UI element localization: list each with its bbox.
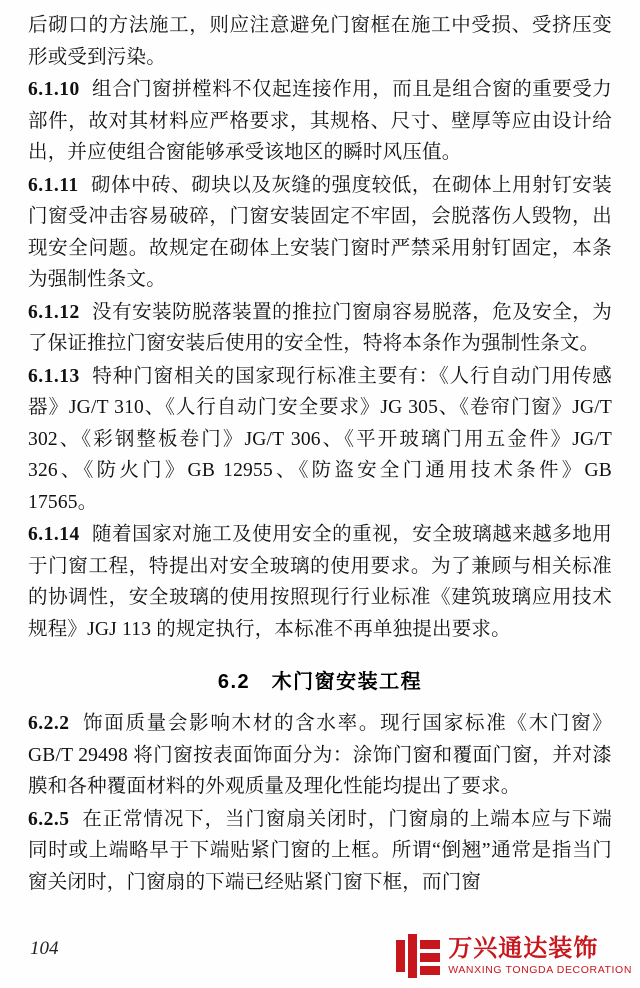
paragraph-text: 随着国家对施工及使用安全的重视，安全玻璃越来越多地用于门窗工程，特提出对安全玻璃的使用要求。为了兼顾与相关标准的协调性，安全玻璃的使用按照现行行业标准《建筑玻璃应用技术规程》JGJ 113 的规定执行，本标准不再单独提出要求。 [28,524,612,640]
paragraph-text: 没有安装防脱落装置的推拉门窗扇容易脱落，危及安全，为了保证推拉门窗安装后使用的安全性，特将本条作为强制性条文。 [28,301,612,354]
paragraph-text: 在正常情况下，当门窗扇关闭时，门窗扇的上端本应与下端同时或上端略早于下端贴紧门窗的上框。所谓“倒翘”通常是指当门窗关闭时，门窗扇的下端已经贴紧门窗下框，而门窗 [28,808,612,893]
paragraph-6-1-11 [28,170,612,296]
paragraph-6-1-10 [28,74,612,169]
clause-number: 6.1.14 [28,524,80,545]
wanxing-logo-icon [396,934,440,978]
clause-number: 6.1.13 [28,365,80,387]
watermark-text [448,934,632,976]
watermark-brand-en: WANXING TONGDA DECORATION [448,963,632,976]
paragraph-text: 砌体中砖、砌块以及灰缝的强度较低，在砌体上用射钉安装门窗受冲击容易破碎，门窗安装固定不牢固，会脱落伤人毁物，出现安全问题。故规定在砌体上安装门窗时严禁采用射钉固定，本条为强制性条文。 [28,174,612,290]
section-heading: 6.2 木门窗安装工程 [217,671,423,693]
paragraph-text: 后砌口的方法施工，则应注意避免门窗框在施工中受损、受挤压变形或受到污染。 [28,15,612,68]
paragraph-continued [28,10,612,73]
clause-number: 6.1.12 [28,301,80,323]
paragraph-6-1-14 [28,519,612,645]
paragraph-6-2-2 [28,708,612,803]
watermark-logo [396,934,632,978]
page-content [28,10,612,899]
clause-number: 6.1.11 [28,174,79,196]
paragraph-6-1-13 [28,361,612,519]
paragraph-6-1-12 [28,297,612,360]
paragraph-text: 组合门窗拼樘料不仅起连接作用，而且是组合窗的重要受力部件，故对其材料应严格要求，其规格、尺寸、壁厚等应由设计给出，并应使组合窗能够承受该地区的瞬时风压值。 [28,79,612,163]
clause-number: 6.1.10 [28,79,80,100]
page-number: 104 [30,938,59,959]
clause-number: 6.2.2 [28,713,70,734]
clause-number: 6.2.5 [28,808,70,830]
paragraph-text: 特种门窗相关的国家现行标准主要有：《人行自动门用传感器》JG/T 310、《人行自动门安全要求》JG 305、《卷帘门窗》JG/T 302、《彩钢整板卷门》JG/T 306、《平开玻璃门用五金件》JG/T 326、《防火门》GB 12955、《防盗安全门通用技术条件》GB 17565。 [28,365,612,513]
paragraph-6-2-5 [28,804,612,899]
paragraph-text: 饰面质量会影响木材的含水率。现行国家标准《木门窗》GB/T 29498 将门窗按表面饰面分为：涂饰门窗和覆面门窗，并对漆膜和各种覆面材料的外观质量及理化性能均提出了要求。 [28,713,612,797]
watermark-brand-cn: 万兴通达装饰 [448,934,599,962]
